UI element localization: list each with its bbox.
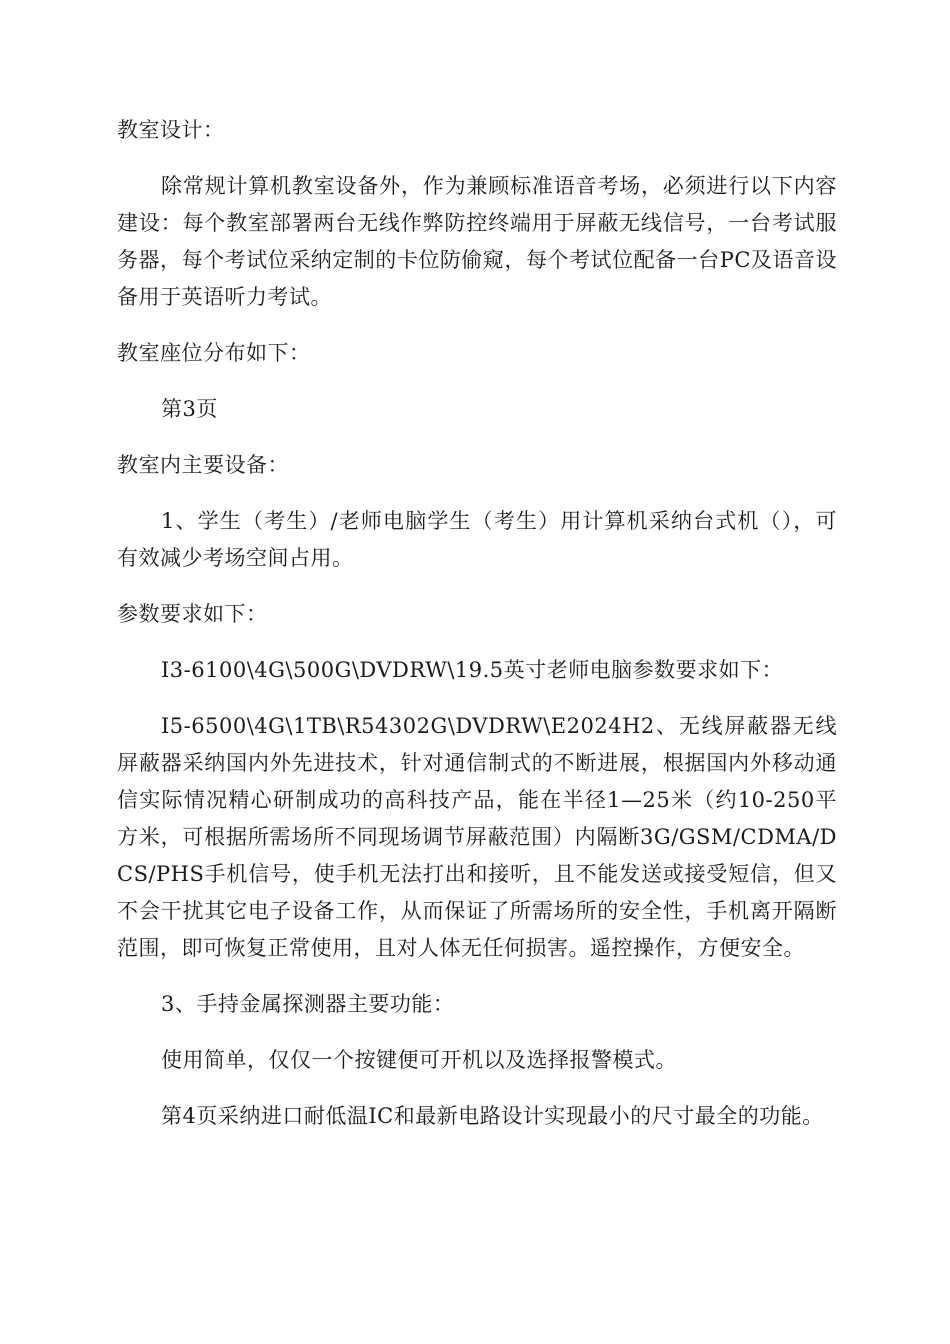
paragraph-param-requirements-heading: 参数要求如下： (117, 602, 268, 626)
paragraph-page-4-design: 第4页采纳进口耐低温IC和最新电路设计实现最小的尺寸最全的功能。 (161, 1104, 824, 1128)
paragraph-main-equipment-heading: 教室内主要设备： (117, 453, 289, 477)
paragraph-seat-layout-heading: 教室座位分布如下： (117, 341, 311, 365)
page-number-3: 第3页 (161, 397, 218, 421)
paragraph-metal-detector-heading: 3、手持金属探测器主要功能： (161, 992, 455, 1016)
paragraph-student-computer: 1、学生（考生）/老师电脑学生（考生）用计算机采纳台式机（），可有效减少考场空间占用。 (117, 509, 837, 570)
paragraph-classroom-design-heading: 教室设计： (117, 118, 225, 142)
paragraph-metal-detector-usage: 使用简单，仅仅一个按键便可开机以及选择报警模式。 (161, 1048, 677, 1072)
paragraph-classroom-requirements: 除常规计算机教室设备外，作为兼顾标准语音考场，必须进行以下内容建设：每个教室部署两台无线作弊防控终端用于屏蔽无线信号，一台考试服务器，每个考试位采纳定制的卡位防偷窥，每个考试位配备一台PC及语音设备用于英语听力考试。 (117, 174, 837, 309)
paragraph-wireless-jammer: I5-6500\4G\1TB\R54302G\DVDRW\E2024H2、无线屏蔽器无线屏蔽器采纳国内外先进技术，针对通信制式的不断进展，根据国内外移动通信实际情况精心研制成功的高科技产品，能在半径1—25米（约10-250平方米，可根据所需场所不同现场调节屏蔽范围）内隔断3G/GSM/CDMA/DCS/PHS手机信号，使手机无法打出和接听，且不能发送或接受短信，但又不会干扰其它电子设备工作，从而保证了所需场所的安全性，手机离开隔断范围，即可恢复正常使用，且对人体无任何损害。遥控操作，方便安全。 (117, 714, 837, 960)
paragraph-student-pc-specs: I3-6100\4G\500G\DVDRW\19.5英寸老师电脑参数要求如下： (161, 658, 784, 682)
document-page (117, 112, 837, 1154)
